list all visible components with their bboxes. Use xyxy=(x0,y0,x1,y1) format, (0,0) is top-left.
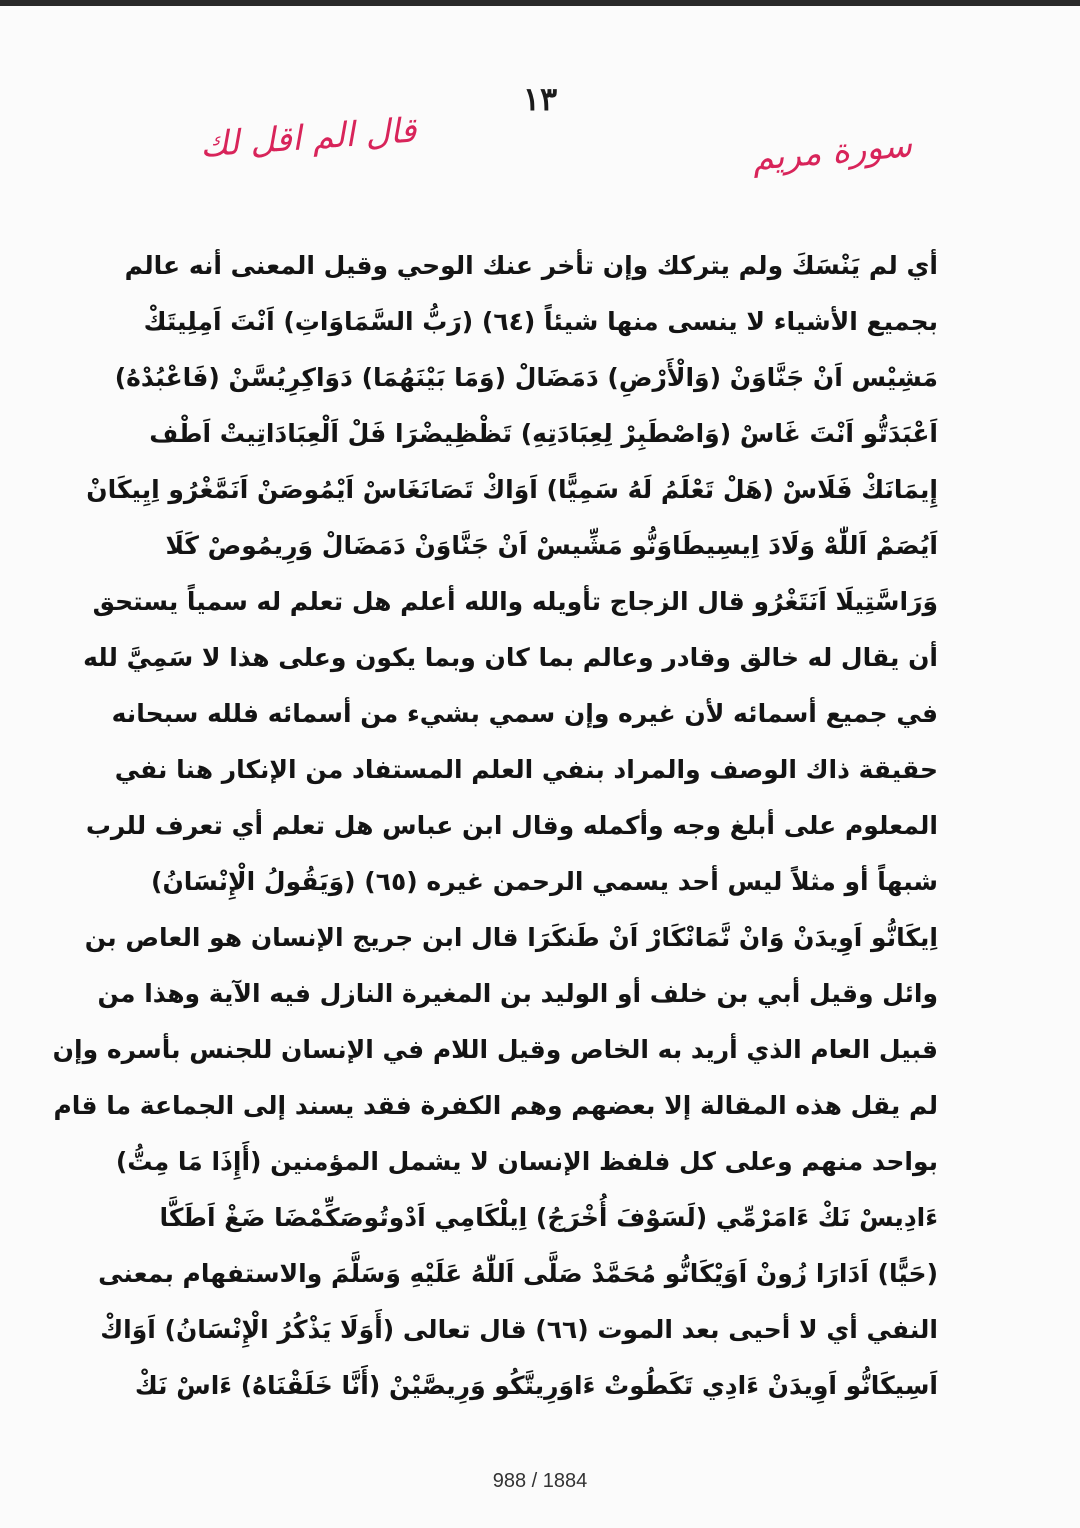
text-line: اَسِيكَانُّو اَوِيدَنْ ءَادِي تَكَطُوتْ ءَاوَرِيتَّكُو وَرِيصَّيْنْ (أَنَّا خَلَقْنَاهُ) ءَاسْ نَكْ xyxy=(134,1371,938,1400)
text-line: وَرَاسَّتِيلَا اَنَتَغْرُو قال الزجاج تأويله والله أعلم هل تعلم له سمياً يستحق xyxy=(92,587,938,616)
text-line: بجميع الأشياء لا ينسى منها شيئاً (٦٤) (رَبُّ السَّمَاوَاتِ) اَنْتَ اَمِلِيتَكْ xyxy=(143,307,938,336)
page-number: ١٣ xyxy=(522,80,558,118)
text-line: النفي أي لا أحيى بعد الموت (٦٦) قال تعالى (أَوَلَا يَذْكُرُ الْإِنْسَانُ) اَوَاكْ xyxy=(100,1315,938,1344)
text-line: مَشِيْس اَنْ جَنَّاوَنْ (وَالْأَرْضِ) دَمَضَالْ (وَمَا بَيْنَهُمَا) دَوَاكِرِيُسَّنْ (فَاعْبُدْهُ) xyxy=(114,363,938,392)
text-line: بواحد منهم وعلى كل فلفظ الإنسان لا يشمل المؤمنين (أَإِذَا مَا مِتُّ) xyxy=(115,1147,938,1176)
text-line: إِيمَانَكْ فَلَاسْ (هَلْ تَعْلَمُ لَهُ سَمِيًّا) اَوَاكْ تَصَانَغَاسْ اَيْمُوصَنْ اَنَمَّغْرُو اِيِيكَانْ xyxy=(86,475,938,504)
text-line: شبهاً أو مثلاً ليس أحد يسمي الرحمن غيره (٦٥) (وَيَقُولُ الْإِنْسَانُ) xyxy=(151,867,938,896)
handwritten-note-left: قال الم اقل لك xyxy=(198,110,418,166)
text-line: ءَادِيسْ نَكْ ءَامَرْمِّي (لَسَوْفَ أُخْرَجُ) اِيلْكَامِي اَدْوتُوصَكِّمْضَا ضَغْ اَطَكَّا xyxy=(159,1203,938,1232)
page-counter: 988 / 1884 xyxy=(492,1470,588,1492)
text-line: اِيكَانُّو اَوِيدَنْ وَانْ نَّمَانْكَارْ اَنْ طَنكَرَا قال ابن جريج الإنسان هو العاص بن xyxy=(84,923,938,952)
text-line: أن يقال له خالق وقادر وعالم بما كان وبما يكون وعلى هذا لا سَمِيَّ لله xyxy=(83,643,938,672)
text-line: حقيقة ذاك الوصف والمراد بنفي العلم المستفاد من الإنكار هنا نفي xyxy=(114,755,938,784)
handwritten-note-surah: سورة مريم xyxy=(750,125,914,179)
text-line: وائل وقيل أبي بن خلف أو الوليد بن المغيرة النازل فيه الآية وهذا من xyxy=(97,979,938,1008)
text-line: اَعْبَدَتُّو اَنْتَ غَاسْ (وَاصْطَبِرْ لِعِبَادَتِهِ) تَظْظِيضْرَا فَلْ اَلْعِبَادَاتِيتْ اَطْف xyxy=(149,419,938,448)
page-top-edge xyxy=(0,0,1080,6)
text-line: في جميع أسمائه لأن غيره وإن سمي بشيء من أسمائه فلله سبحانه xyxy=(111,699,938,728)
text-line: أي لم يَنْسَكَ ولم يتركك وإن تأخر عنك الوحي وقيل المعنى أنه عالم xyxy=(124,251,938,280)
body-text xyxy=(52,238,938,1414)
text-line: قبيل العام الذي أريد به الخاص وقيل اللام في الإنسان للجنس بأسره وإن xyxy=(52,1035,938,1064)
text-line: المعلوم على أبلغ وجه وأكمله وقال ابن عباس هل تعلم أي تعرف للرب xyxy=(85,811,938,840)
text-line: اَيُصَمْ اَللّٰهْ وَلَادَ اِيسِيطَاوَنُّو مَشِّيسْ اَنْ جَنَّاوَنْ دَمَضَالْ وَرِيمُوصْ كَلَا xyxy=(165,531,938,560)
text-line: لم يقل هذه المقالة إلا بعضهم وهم الكفرة فقد يسند إلى الجماعة ما قام xyxy=(53,1091,938,1120)
text-line: (حَيًّا) اَدَارَا زُونْ اَوَيْكَانُّو مُحَمَّدْ صَلَّى اَللّٰهُ عَلَيْهِ وَسَلَّمَ والاستفهام بمعنى xyxy=(98,1259,938,1288)
